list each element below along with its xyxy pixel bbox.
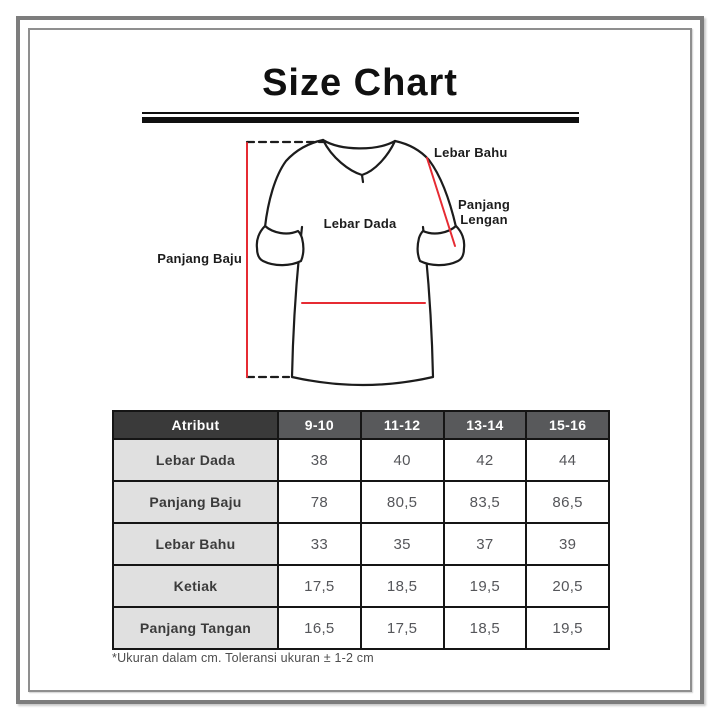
cell-value: 20,5 xyxy=(526,565,609,607)
cell-value: 19,5 xyxy=(526,607,609,649)
label-lebar-dada: Lebar Dada xyxy=(323,216,397,231)
table-row xyxy=(113,481,609,523)
label-panjang-baju: Panjang Baju xyxy=(157,251,242,266)
row-label: Lebar Dada xyxy=(113,439,278,481)
title-rule-thin xyxy=(142,112,579,114)
cell-value: 40 xyxy=(361,439,444,481)
label-panjang-lengan-line1: Panjang xyxy=(458,197,510,212)
size-footnote: *Ukuran dalam cm. Toleransi ukuran ± 1-2 cm xyxy=(112,651,374,665)
label-lebar-bahu: Lebar Bahu xyxy=(434,145,508,160)
column-header-atribut: Atribut xyxy=(113,411,278,439)
title-rule-thick xyxy=(142,117,579,123)
label-panjang-lengan-line2: Lengan xyxy=(460,212,508,227)
cell-value: 17,5 xyxy=(278,565,361,607)
row-label: Lebar Bahu xyxy=(113,523,278,565)
cell-value: 42 xyxy=(444,439,527,481)
column-header-size-3: 13-14 xyxy=(444,411,527,439)
cell-value: 19,5 xyxy=(444,565,527,607)
page-title: Size Chart xyxy=(262,62,458,104)
shirt-collar xyxy=(323,140,395,148)
column-header-size-4: 15-16 xyxy=(526,411,609,439)
table-row xyxy=(113,523,609,565)
row-label: Ketiak xyxy=(113,565,278,607)
row-label: Panjang Baju xyxy=(113,481,278,523)
cell-value: 83,5 xyxy=(444,481,527,523)
column-header-size-1: 9-10 xyxy=(278,411,361,439)
table-row xyxy=(113,607,609,649)
cell-value: 78 xyxy=(278,481,361,523)
shirt-right-cuff xyxy=(418,226,465,265)
cell-value: 33 xyxy=(278,523,361,565)
cell-value: 37 xyxy=(444,523,527,565)
shirt-diagram xyxy=(160,130,560,410)
shirt-vneck-notch xyxy=(362,175,363,182)
cell-value: 38 xyxy=(278,439,361,481)
shirt-left-sleeve xyxy=(265,140,323,227)
column-header-size-2: 11-12 xyxy=(361,411,444,439)
cell-value: 16,5 xyxy=(278,607,361,649)
cell-value: 18,5 xyxy=(361,565,444,607)
row-label: Panjang Tangan xyxy=(113,607,278,649)
table-header-row xyxy=(113,411,609,439)
size-table xyxy=(112,410,610,650)
cell-value: 39 xyxy=(526,523,609,565)
table-row xyxy=(113,565,609,607)
cell-value: 80,5 xyxy=(361,481,444,523)
table-row xyxy=(113,439,609,481)
cell-value: 18,5 xyxy=(444,607,527,649)
label-panjang-lengan xyxy=(458,197,510,227)
shirt-left-cuff xyxy=(257,226,304,265)
cell-value: 35 xyxy=(361,523,444,565)
cell-value: 17,5 xyxy=(361,607,444,649)
cell-value: 86,5 xyxy=(526,481,609,523)
shirt-body-outline xyxy=(292,227,433,385)
cell-value: 44 xyxy=(526,439,609,481)
